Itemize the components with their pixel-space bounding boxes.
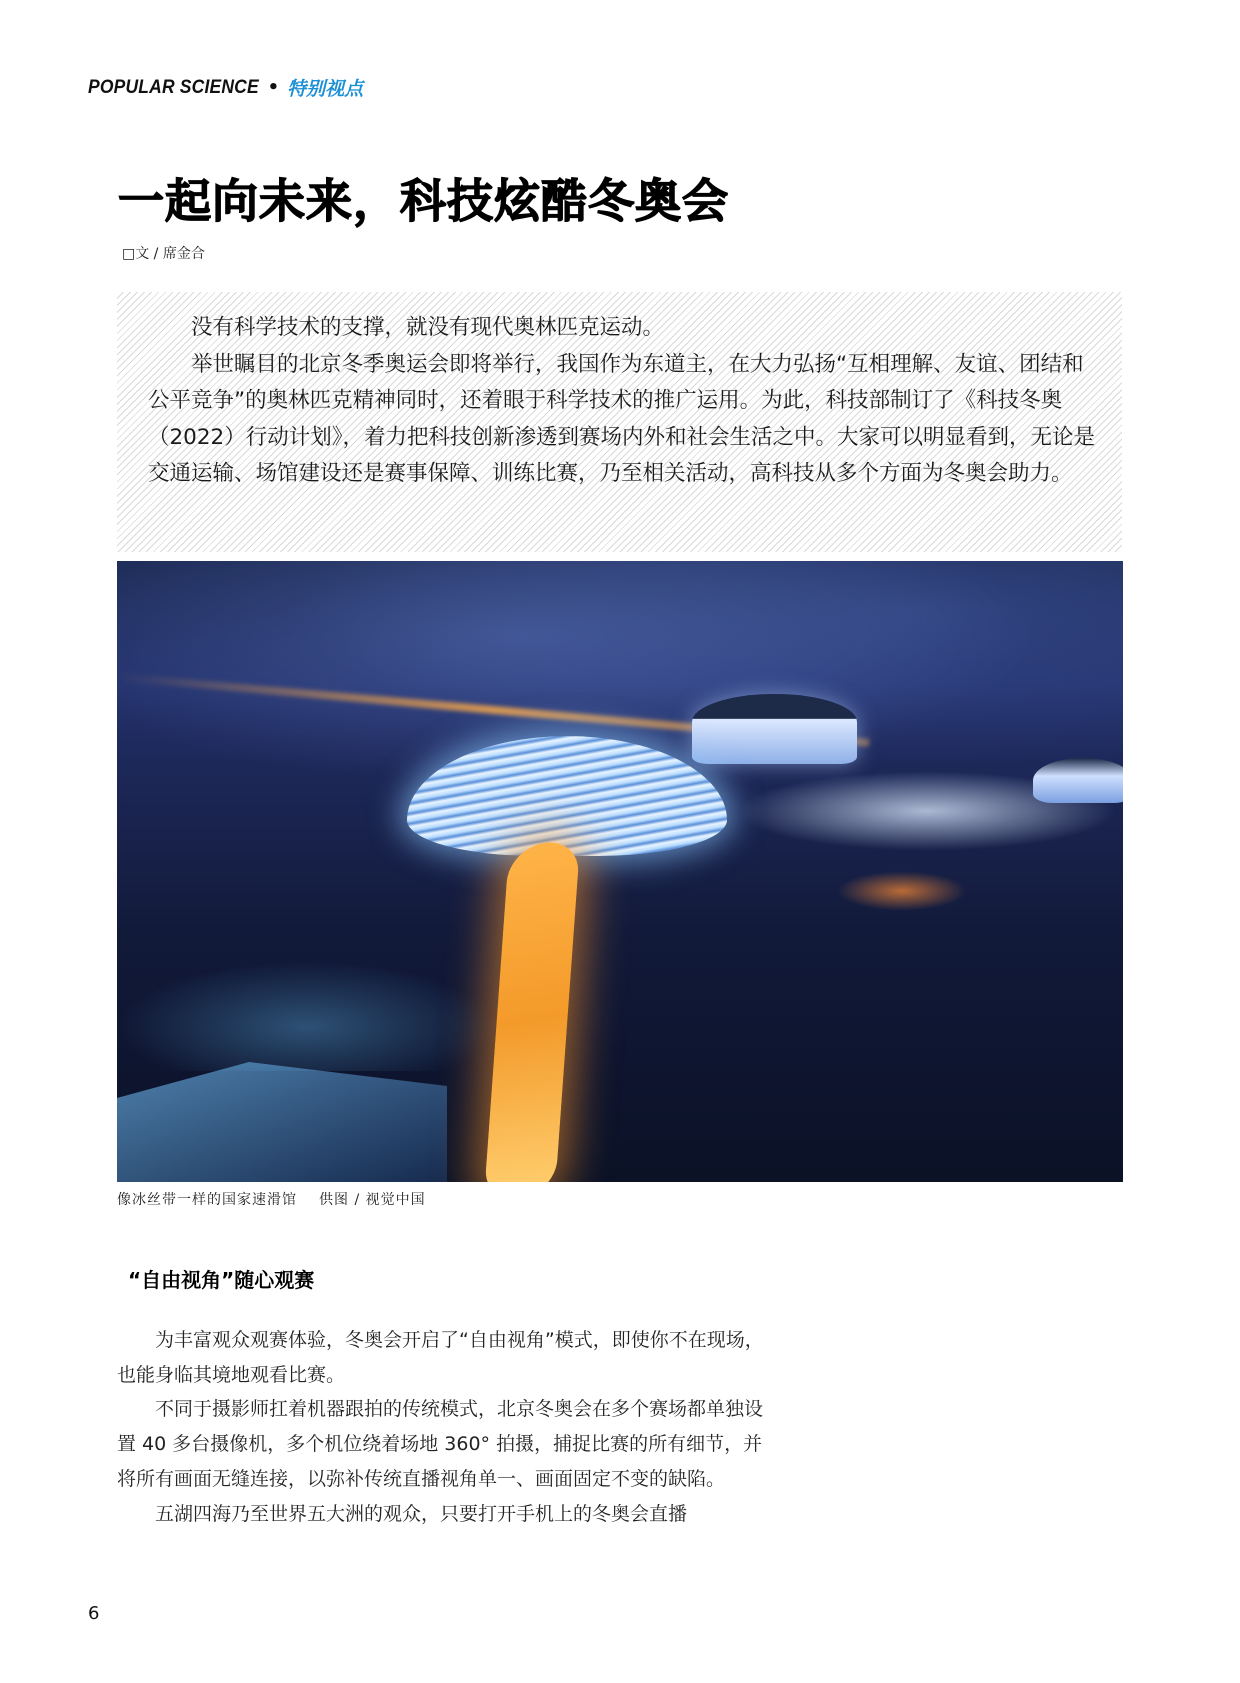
photo-credit: 供图 / 视觉中国 [319, 1192, 426, 1208]
article-title: 一起向未来，科技炫酷冬奥会 [118, 174, 729, 228]
photo-stadium-secondary [1033, 758, 1123, 803]
body-paragraph: 五湖四海乃至世界五大洲的观众，只要打开手机上的冬奥会直播 [155, 1502, 688, 1525]
photo-highway [483, 838, 580, 1182]
body-paragraph: 为丰富观众观赛体验，冬奥会开启了“自由视角”模式，即使你不在现场，也能身临其境地观看比赛。 [117, 1329, 764, 1386]
intro-paragraph: 举世瞩目的北京冬季奥运会即将举行，我国作为东道主，在大力弘扬“互相理解、友谊、团结和公平竞争”的奥林匹克精神同时，还着眼于科学技术的推广运用。为此，科技部制订了《科技冬奥（2022）行动计划》，着力把科技创新渗透到赛场内外和社会生活之中。大家可以明显看到，无论是交通运输、场馆建设还是赛事保障、训练比赛，乃至相关活动，高科技从多个方面为冬奥会助力。 [148, 351, 1095, 486]
magazine-brand: POPULAR SCIENCE [88, 76, 259, 98]
article-photo [117, 561, 1123, 1182]
photo-glass-roof [117, 1062, 447, 1182]
intro-paragraph: 没有科学技术的支撑，就没有现代奥林匹克运动。 [191, 315, 665, 340]
section-heading: “自由视角”随心观赛 [128, 1268, 315, 1292]
photo-lit-grove [837, 871, 967, 911]
body-column [117, 1323, 772, 1531]
header-separator: • [267, 77, 280, 98]
caption-text: 像冰丝带一样的国家速滑馆 [117, 1192, 297, 1208]
page-number: 6 [88, 1603, 100, 1624]
photo-caption [117, 1189, 426, 1209]
body-paragraph: 不同于摄影师扛着机器跟拍的传统模式，北京冬奥会在多个赛场都单独设置 40 多台摄像机，多个机位绕着场地 360° 拍摄，捕捉比赛的所有细节，并将所有画面无缝连接，以弥补传统直播视角单一、画面固定不变的缺陷。 [117, 1398, 764, 1490]
photo-trees [117, 961, 497, 1071]
section-tag: 特别视点 [287, 78, 364, 100]
intro-lead [148, 310, 1098, 493]
byline: □文 / 席金合 [122, 246, 205, 262]
running-header [88, 74, 363, 101]
photo-stadium [692, 694, 857, 764]
